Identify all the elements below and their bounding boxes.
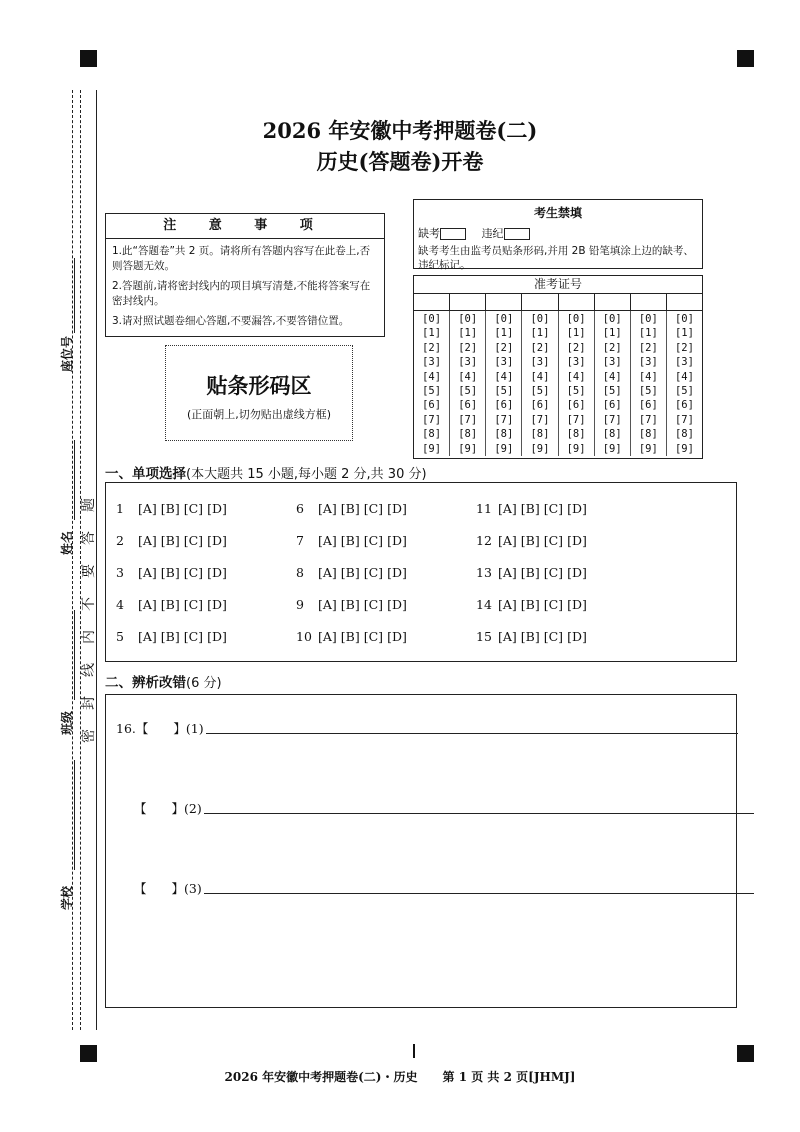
name-line[interactable] — [74, 440, 75, 520]
admission-digit-bubble[interactable]: [4] — [422, 370, 442, 383]
class-line[interactable] — [74, 610, 75, 700]
answer-bubble[interactable]: [C] — [543, 533, 564, 548]
admission-digit-bubble[interactable]: [0] — [494, 313, 514, 325]
admission-digit-bubble[interactable]: [3] — [494, 356, 514, 369]
answer-bubble[interactable]: [B] — [340, 597, 360, 612]
admission-digit-bubble[interactable]: [9] — [602, 442, 622, 455]
admission-digit-bubble[interactable]: [5] — [602, 385, 622, 398]
answer-line-3[interactable] — [134, 879, 754, 897]
admission-digit-bubble[interactable]: [6] — [602, 399, 622, 412]
answer-bubble[interactable]: [D] — [567, 629, 587, 644]
section1-heading: 一、单项选择 — [105, 466, 186, 482]
school-label: 学校 — [60, 885, 74, 910]
answer-bubble[interactable]: [D] — [387, 597, 407, 612]
question-number: 2 — [116, 533, 124, 548]
answer-bubble[interactable]: [A] — [318, 597, 337, 612]
answer-bubble[interactable]: [A] — [138, 533, 157, 548]
answer-bubble[interactable]: [B] — [160, 597, 180, 612]
question-number: 15 — [476, 629, 492, 644]
seal-char: 封 — [81, 696, 97, 710]
admission-digit-bubble[interactable]: [1] — [458, 327, 478, 340]
question-number: 1 — [116, 501, 124, 516]
answer-bubble[interactable]: [D] — [207, 565, 227, 580]
answer-bubble[interactable]: [B] — [520, 565, 540, 580]
admission-digit-bubble[interactable]: [6] — [638, 399, 658, 412]
admission-digit-bubble[interactable]: [9] — [530, 442, 550, 455]
admission-digit-bubble[interactable]: [1] — [566, 327, 586, 340]
admission-digit-cell[interactable] — [486, 294, 522, 310]
violation-label: 违纪 — [481, 227, 504, 240]
question-number: 11 — [476, 501, 492, 516]
exam-subtitle: 历史(答题卷)开卷 — [316, 149, 484, 174]
admission-digit-bubble[interactable]: [5] — [494, 385, 514, 398]
admission-digit-bubble[interactable]: [8] — [674, 428, 694, 441]
admission-digit-bubble[interactable]: [4] — [566, 370, 586, 383]
admission-number-box — [413, 275, 703, 459]
answer-bubble[interactable]: [D] — [387, 629, 407, 644]
mcq-question — [476, 501, 591, 516]
admission-digit-bubble[interactable]: [5] — [674, 385, 694, 398]
admission-digit-bubble[interactable]: [3] — [422, 356, 442, 369]
admission-digit-bubble[interactable]: [5] — [566, 385, 586, 398]
admission-digit-bubble[interactable]: [0] — [602, 313, 622, 325]
admission-digit-bubble[interactable]: [3] — [458, 356, 478, 369]
staff-only-description: 缺考考生由监考员贴条形码,并用 2B 铅笔填涂上边的缺考、违纪标记。 — [418, 245, 694, 271]
answer-bubble[interactable]: [C] — [183, 597, 204, 612]
mcq-question — [296, 597, 411, 612]
admission-digit-bubble[interactable]: [9] — [458, 442, 478, 455]
question-number: 14 — [476, 597, 492, 612]
answer-rule[interactable] — [204, 812, 754, 814]
answer-bubble[interactable]: [A] — [498, 533, 517, 548]
admission-digit-bubble[interactable]: [6] — [458, 399, 478, 412]
absent-checkbox[interactable] — [440, 228, 466, 240]
staff-marks-row — [418, 225, 702, 241]
corner-mark-bottom-right — [737, 1045, 754, 1062]
answer-bubble[interactable]: [B] — [520, 533, 540, 548]
admission-digit-bubble[interactable]: [7] — [422, 413, 442, 426]
answer-bubble[interactable]: [B] — [340, 501, 360, 516]
answer-bubble[interactable]: [B] — [520, 629, 540, 644]
answer-bubble[interactable]: [C] — [543, 629, 564, 644]
fold-tick-mark — [413, 1044, 415, 1058]
mcq-question — [116, 501, 231, 516]
admission-digit-bubble[interactable]: [9] — [422, 442, 442, 455]
admission-digit-bubble[interactable]: [7] — [458, 413, 478, 426]
answer-bubble[interactable]: [A] — [138, 597, 157, 612]
correction-answer-box — [105, 694, 737, 1008]
answer-bubble[interactable]: [C] — [183, 533, 204, 548]
answer-bubble[interactable]: [C] — [363, 629, 384, 644]
mcq-question — [296, 533, 411, 548]
school-line[interactable] — [74, 760, 75, 870]
name-label: 姓名 — [60, 530, 74, 555]
admission-digit-bubble[interactable]: [9] — [638, 442, 658, 455]
answer-bubble[interactable]: [D] — [567, 501, 587, 516]
admission-digit-bubble[interactable]: [2] — [638, 341, 658, 354]
mcq-question — [116, 597, 231, 612]
admission-digit-bubble[interactable]: [8] — [530, 428, 550, 441]
answer-bubble[interactable]: [C] — [183, 629, 204, 644]
admission-digit-bubble[interactable]: [8] — [458, 428, 478, 441]
answer-bubble[interactable]: [C] — [363, 565, 384, 580]
admission-digit-bubble[interactable]: [7] — [602, 413, 622, 426]
admission-bubble-column — [595, 311, 631, 456]
admission-digit-bubble[interactable]: [3] — [530, 356, 550, 369]
page-footer — [0, 1068, 800, 1085]
admission-digit-bubble[interactable]: [2] — [674, 341, 694, 354]
answer-bubble[interactable]: [C] — [183, 565, 204, 580]
admission-bubble-column — [450, 311, 486, 456]
admission-digit-cell[interactable] — [559, 294, 595, 310]
admission-digit-bubble[interactable]: [5] — [458, 385, 478, 398]
seat-number-line[interactable] — [74, 258, 75, 333]
admission-bubble-column — [631, 311, 667, 456]
admission-digit-bubble[interactable]: [0] — [530, 313, 550, 325]
answer-bubble[interactable]: [C] — [543, 501, 564, 516]
seal-char: 线 — [81, 663, 97, 677]
section2-title — [105, 671, 222, 691]
answer-bubble[interactable]: [A] — [318, 501, 337, 516]
answer-bubble[interactable]: [A] — [138, 629, 157, 644]
answer-bubble[interactable]: [A] — [498, 629, 517, 644]
admission-digit-bubble[interactable]: [2] — [494, 341, 514, 354]
admission-digit-bubble[interactable]: [0] — [638, 313, 658, 325]
admission-bubble-column — [414, 311, 450, 456]
answer-bubble[interactable]: [A] — [498, 597, 517, 612]
answer-bubble[interactable]: [D] — [207, 629, 227, 644]
mcq-question — [296, 565, 411, 580]
admission-digit-bubble[interactable]: [2] — [530, 341, 550, 354]
staff-only-box — [413, 199, 703, 269]
answer-line-label: 16.【 】(1) — [116, 721, 204, 736]
admission-digit-bubble[interactable]: [8] — [638, 428, 658, 441]
class-label: 班级 — [60, 710, 74, 735]
question-number: 7 — [296, 533, 304, 548]
answer-bubble[interactable]: [A] — [498, 565, 517, 580]
mcq-question — [116, 533, 231, 548]
answer-bubble[interactable]: [C] — [363, 501, 384, 516]
admission-digit-bubble[interactable]: [7] — [566, 413, 586, 426]
admission-digit-bubble[interactable]: [6] — [422, 399, 442, 412]
admission-digit-bubble[interactable]: [8] — [422, 428, 442, 441]
footer-right: 第 1 页 共 2 页[JHMJ] — [442, 1070, 576, 1084]
admission-digit-bubble[interactable]: [4] — [674, 370, 694, 383]
answer-bubble[interactable]: [B] — [160, 501, 180, 516]
seat-number-label: 座位号 — [60, 335, 74, 372]
answer-bubble[interactable]: [D] — [387, 565, 407, 580]
answer-line-2[interactable] — [134, 799, 754, 817]
seal-char: 密 — [81, 729, 97, 743]
admission-digit-bubble[interactable]: [0] — [458, 313, 478, 325]
admission-digit-bubble[interactable]: [1] — [530, 327, 550, 340]
question-number: 10 — [296, 629, 312, 644]
question-number: 4 — [116, 597, 124, 612]
admission-bubble-column — [559, 311, 595, 456]
admission-digit-bubble[interactable]: [5] — [422, 385, 442, 398]
admission-digit-bubble[interactable]: [4] — [458, 370, 478, 383]
answer-bubble[interactable]: [C] — [363, 597, 384, 612]
admission-digit-bubble[interactable]: [7] — [638, 413, 658, 426]
answer-bubble[interactable]: [A] — [138, 501, 157, 516]
notes-item: 2.答题前,请将密封线内的项目填写清楚,不能将答案写在密封线内。 — [112, 280, 371, 307]
seal-char: 不 — [81, 597, 97, 611]
answer-bubble[interactable]: [C] — [183, 501, 204, 516]
admission-digit-bubble[interactable]: [7] — [674, 413, 694, 426]
answer-bubble[interactable]: [C] — [543, 597, 564, 612]
admission-digit-cell[interactable] — [667, 294, 702, 310]
answer-rule[interactable] — [206, 732, 738, 734]
answer-line-1[interactable] — [116, 719, 738, 737]
admission-digit-bubble[interactable]: [1] — [422, 327, 442, 340]
admission-digit-cell[interactable] — [595, 294, 631, 310]
answer-bubble[interactable]: [D] — [207, 597, 227, 612]
question-number: 9 — [296, 597, 304, 612]
admission-digit-bubble[interactable]: [2] — [602, 341, 622, 354]
question-number: 13 — [476, 565, 492, 580]
answer-line-label: 【 】(2) — [134, 801, 202, 816]
admission-digit-bubble[interactable]: [5] — [530, 385, 550, 398]
admission-digit-bubble[interactable]: [0] — [674, 313, 694, 325]
barcode-note: (正面朝上,切勿贴出虚线方框) — [186, 408, 332, 421]
admission-digit-bubble[interactable]: [1] — [494, 327, 514, 340]
admission-bubble-column — [522, 311, 558, 456]
admission-digit-bubble[interactable]: [5] — [638, 385, 658, 398]
answer-bubble[interactable]: [D] — [567, 597, 587, 612]
answer-bubble[interactable]: [D] — [207, 533, 227, 548]
admission-digit-bubble[interactable]: [8] — [494, 428, 514, 441]
answer-bubble[interactable]: [B] — [160, 565, 180, 580]
admission-digit-cell[interactable] — [414, 294, 450, 310]
mcq-question — [116, 565, 231, 580]
admission-digit-cell[interactable] — [450, 294, 486, 310]
admission-digit-bubble[interactable]: [6] — [530, 399, 550, 412]
question-number: 8 — [296, 565, 304, 580]
admission-digit-bubble[interactable]: [7] — [494, 413, 514, 426]
section1-title — [105, 462, 427, 482]
answer-bubble[interactable]: [B] — [340, 533, 360, 548]
admission-digit-bubble[interactable]: [4] — [602, 370, 622, 383]
corner-mark-top-left — [80, 50, 97, 67]
answer-bubble[interactable]: [A] — [498, 501, 517, 516]
seal-char: 要 — [81, 564, 97, 578]
admission-digit-bubble[interactable]: [3] — [602, 356, 622, 369]
admission-digit-bubble[interactable]: [2] — [566, 341, 586, 354]
notes-item: 1.此“答题卷”共 2 页。请将所有答题内容写在此卷上,否则答题无效。 — [112, 245, 371, 272]
admission-digit-bubble[interactable]: [8] — [602, 428, 622, 441]
seal-char: 内 — [81, 630, 97, 644]
admission-digit-bubble[interactable]: [3] — [674, 356, 694, 369]
notes-item: 3.请对照试题卷细心答题,不要漏答,不要答错位置。 — [112, 315, 350, 327]
admission-bubble-column — [486, 311, 522, 456]
violation-checkbox[interactable] — [504, 228, 530, 240]
admission-digit-bubble[interactable]: [9] — [494, 442, 514, 455]
admission-digit-cell[interactable] — [522, 294, 558, 310]
question-number: 5 — [116, 629, 124, 644]
admission-digit-bubble[interactable]: [7] — [530, 413, 550, 426]
admission-digit-bubble[interactable]: [6] — [674, 399, 694, 412]
footer-left: 2026 年安徽中考押题卷(二)・历史 — [224, 1070, 418, 1084]
barcode-title: 贴条形码区 — [206, 374, 312, 398]
answer-bubble[interactable]: [D] — [207, 501, 227, 516]
exam-title: 2026 年安徽中考押题卷(二) — [262, 118, 538, 143]
staff-only-heading: 考生禁填 — [533, 206, 582, 220]
admission-heading: 准考证号 — [414, 276, 702, 294]
question-number: 6 — [296, 501, 304, 516]
mcq-question — [296, 629, 411, 644]
admission-digit-bubble[interactable]: [1] — [638, 327, 658, 340]
answer-line-label: 【 】(3) — [134, 881, 202, 896]
answer-bubble[interactable]: [A] — [138, 565, 157, 580]
answer-bubble[interactable]: [B] — [520, 597, 540, 612]
section2-subtitle: (6 分) — [186, 676, 222, 691]
admission-digit-bubble[interactable]: [4] — [494, 370, 514, 383]
section1-subtitle: (本大题共 15 小题,每小题 2 分,共 30 分) — [186, 467, 427, 482]
answer-bubble[interactable]: [C] — [363, 533, 384, 548]
admission-digit-bubble[interactable]: [1] — [602, 327, 622, 340]
admission-digit-bubble[interactable]: [9] — [674, 442, 694, 455]
admission-write-cells — [414, 294, 702, 311]
corner-mark-bottom-left — [80, 1045, 97, 1062]
admission-digit-bubble[interactable]: [4] — [530, 370, 550, 383]
admission-bubble-columns — [414, 311, 702, 456]
admission-digit-bubble[interactable]: [8] — [566, 428, 586, 441]
answer-bubble[interactable]: [B] — [340, 629, 360, 644]
answer-bubble[interactable]: [C] — [543, 565, 564, 580]
answer-bubble[interactable]: [D] — [387, 501, 407, 516]
mcq-question — [476, 597, 591, 612]
answer-rule[interactable] — [204, 892, 754, 894]
admission-digit-bubble[interactable]: [2] — [458, 341, 478, 354]
mcq-answer-box — [105, 482, 737, 662]
mcq-question — [476, 629, 591, 644]
answer-bubble[interactable]: [A] — [318, 629, 337, 644]
answer-bubble[interactable]: [B] — [340, 565, 360, 580]
admission-digit-bubble[interactable]: [1] — [674, 327, 694, 340]
admission-digit-bubble[interactable]: [0] — [566, 313, 586, 325]
answer-bubble[interactable]: [D] — [567, 533, 587, 548]
barcode-area — [165, 345, 353, 441]
mcq-question — [476, 533, 591, 548]
notes-heading: 注 意 事 项 — [106, 214, 384, 239]
answer-bubble[interactable]: [B] — [160, 629, 180, 644]
mcq-question — [296, 501, 411, 516]
notes-box — [105, 213, 385, 337]
answer-bubble[interactable]: [D] — [567, 565, 587, 580]
admission-digit-bubble[interactable]: [9] — [566, 442, 586, 455]
question-number: 3 — [116, 565, 124, 580]
admission-bubble-column — [667, 311, 702, 456]
corner-mark-top-right — [737, 50, 754, 67]
section2-heading: 二、辨析改错 — [105, 675, 186, 691]
answer-bubble[interactable]: [D] — [387, 533, 407, 548]
mcq-question — [476, 565, 591, 580]
admission-digit-bubble[interactable]: [3] — [566, 356, 586, 369]
admission-digit-bubble[interactable]: [0] — [422, 313, 442, 325]
mcq-question — [116, 629, 231, 644]
answer-bubble[interactable]: [B] — [160, 533, 180, 548]
question-number: 12 — [476, 533, 492, 548]
admission-digit-bubble[interactable]: [6] — [494, 399, 514, 412]
seal-char: 题 — [81, 498, 97, 512]
absent-label: 缺考 — [418, 227, 440, 240]
admission-digit-bubble[interactable]: [2] — [422, 341, 442, 354]
answer-bubble[interactable]: [A] — [318, 533, 337, 548]
admission-digit-bubble[interactable]: [6] — [566, 399, 586, 412]
admission-digit-cell[interactable] — [631, 294, 667, 310]
answer-bubble[interactable]: [B] — [520, 501, 540, 516]
admission-digit-bubble[interactable]: [3] — [638, 356, 658, 369]
answer-bubble[interactable]: [A] — [318, 565, 337, 580]
admission-digit-bubble[interactable]: [4] — [638, 370, 658, 383]
seal-char: 答 — [81, 531, 97, 545]
